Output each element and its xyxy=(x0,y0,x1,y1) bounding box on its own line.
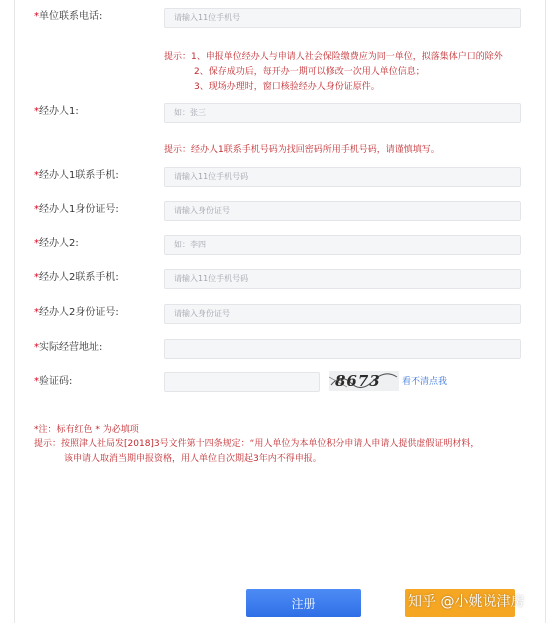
label-text: 验证码: xyxy=(39,376,73,387)
captcha-input[interactable] xyxy=(164,372,320,392)
agent1-id-input[interactable] xyxy=(164,201,521,221)
required-mark: * xyxy=(34,307,39,318)
agent1-phone-label xyxy=(34,169,119,183)
left-border xyxy=(14,0,15,623)
label-text: 经办人2身份证号: xyxy=(39,307,119,318)
agent1-phone-input[interactable] xyxy=(164,167,521,187)
agent1-name-input[interactable] xyxy=(164,103,521,123)
phone-hint-line-2: 2、保存成功后，每开办一期可以修改一次用人单位信息； xyxy=(194,67,425,77)
captcha-code: 8673 xyxy=(335,372,381,390)
agent2-name-label xyxy=(34,237,79,251)
label-text: 经办人1联系手机: xyxy=(39,170,119,181)
agent2-id-label xyxy=(34,306,119,320)
label-text: 经办人1身份证号: xyxy=(39,204,119,215)
company-phone-input[interactable] xyxy=(164,8,521,28)
captcha-refresh-link[interactable]: 看不清点我 xyxy=(402,377,448,387)
label-text: 实际经营地址: xyxy=(39,342,103,353)
required-note: *注：标有红色 * 为必填项 xyxy=(34,425,139,435)
required-mark: * xyxy=(34,238,39,249)
address-label xyxy=(34,341,102,355)
phone-hint-line-1: 提示：1、申报单位经办人与申请人社会保险缴费应为同一单位，拟落集体户口的除外 xyxy=(164,52,503,62)
agent2-id-input[interactable] xyxy=(164,304,521,324)
captcha-image[interactable] xyxy=(329,371,399,391)
zhihu-watermark: 知乎 @小姚说津房 xyxy=(408,594,525,610)
agent1-hint: 提示：经办人1联系手机号码为找回密码所用手机号码，请谨慎填写。 xyxy=(164,145,440,155)
captcha-label xyxy=(34,375,72,389)
register-button[interactable]: 注册 xyxy=(246,589,361,617)
label-text: 经办人1: xyxy=(39,106,79,117)
required-mark: * xyxy=(34,204,39,215)
agent2-name-input[interactable] xyxy=(164,235,521,255)
required-mark: * xyxy=(34,170,39,181)
agent1-id-label xyxy=(34,203,119,217)
required-mark: * xyxy=(34,272,39,283)
company-phone-label xyxy=(34,10,102,24)
required-mark: * xyxy=(34,376,39,387)
agent2-phone-input[interactable] xyxy=(164,269,521,289)
phone-hint-line-3: 3、现场办理时，窗口核验经办人身份证原件。 xyxy=(194,82,380,92)
agent2-phone-label xyxy=(34,271,119,285)
required-mark: * xyxy=(34,11,39,22)
required-mark: * xyxy=(34,106,39,117)
agent1-name-label xyxy=(34,105,79,119)
rule-note-line-1: 提示：按照津人社局发[2018]3号文件第十四条规定：“用人单位为本单位积分申请人申请人提供虚假证明材料， xyxy=(34,439,480,449)
label-text: 经办人2: xyxy=(39,238,79,249)
required-mark: * xyxy=(34,342,39,353)
right-border xyxy=(545,0,546,623)
label-text: 单位联系电话: xyxy=(39,11,103,22)
label-text: 经办人2联系手机: xyxy=(39,272,119,283)
rule-note-line-2: 该申请人取消当期申报资格，用人单位自次期起3年内不得申报。 xyxy=(64,454,322,464)
address-input[interactable] xyxy=(164,339,521,359)
